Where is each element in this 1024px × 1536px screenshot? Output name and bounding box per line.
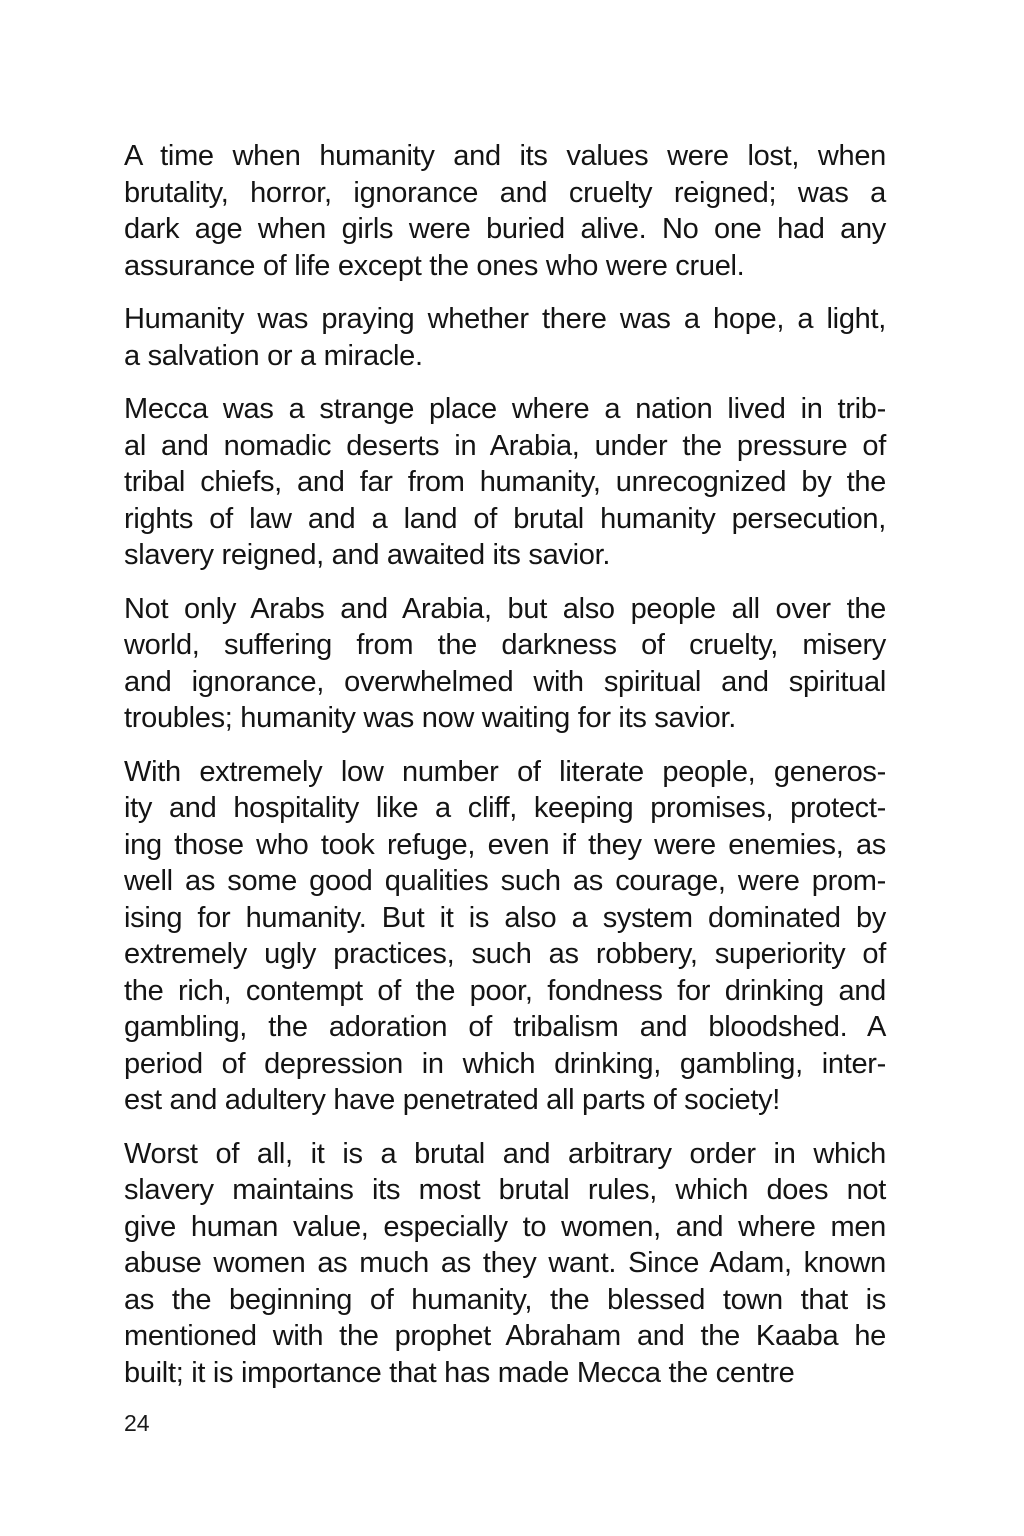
text-line: slavery reigned, and awaited its savior.	[124, 539, 611, 571]
text-line: period of depression in which drinking, gambling, inter-	[124, 1047, 886, 1080]
text-line: A time when humanity and its values were lost, when	[124, 140, 886, 172]
text-line: a salvation or a miracle.	[124, 339, 423, 372]
text-line: troubles; humanity was now waiting for its savior.	[124, 702, 736, 734]
paragraph	[124, 754, 886, 1119]
text-line: Humanity was praying whether there was a hope, a light,	[124, 303, 886, 335]
text-line: brutality, horror, ignorance and cruelty reigned; was a	[124, 176, 886, 209]
paragraph	[124, 1136, 886, 1392]
text-line: and ignorance, overwhelmed with spiritual and spiritual	[124, 665, 886, 698]
paragraph	[124, 591, 886, 737]
text-line: mentioned with the prophet Abraham and the Kaaba he	[124, 1320, 886, 1352]
text-line: Mecca was a strange place where a nation lived in trib-	[124, 393, 886, 425]
text-line: Worst of all, it is a brutal and arbitrary order in which	[124, 1137, 886, 1170]
paragraph	[124, 391, 886, 574]
text-line: extremely ugly practices, such as robbery, superiority of	[124, 938, 886, 970]
text-line: Not only Arabs and Arabia, but also people all over the	[124, 592, 886, 625]
text-line: dark age when girls were buried alive. No one had any	[124, 213, 886, 245]
text-line: ing those who took refuge, even if they were enemies, as	[124, 828, 886, 861]
text-line: the rich, contempt of the poor, fondness for drinking and	[124, 974, 886, 1007]
text-line: assurance of life except the ones who were cruel.	[124, 249, 745, 282]
text-line: With extremely low number of literate people, generos-	[124, 755, 886, 788]
text-line: world, suffering from the darkness of cruelty, misery	[124, 629, 886, 661]
text-line: gambling, the adoration of tribalism and bloodshed. A	[124, 1011, 886, 1043]
text-block	[124, 138, 886, 1438]
text-line: tribal chiefs, and far from humanity, unrecognized by the	[124, 466, 886, 498]
paragraph	[124, 138, 886, 284]
text-line: as the beginning of humanity, the blessed town that is	[124, 1283, 886, 1316]
page-number: 24	[124, 1410, 150, 1436]
text-line: al and nomadic deserts in Arabia, under the pressure of	[124, 429, 886, 462]
text-line: slavery maintains its most brutal rules, which does not	[124, 1174, 886, 1206]
paragraph	[124, 301, 886, 374]
text-line: give human value, especially to women, and where men	[124, 1210, 886, 1243]
text-line: built; it is importance that has made Mecca the centre	[124, 1356, 795, 1389]
text-line: well as some good qualities such as courage, were prom-	[124, 865, 886, 897]
text-line: ity and hospitality like a cliff, keeping promises, protect-	[124, 792, 886, 824]
text-line: est and adultery have penetrated all parts of society!	[124, 1084, 781, 1116]
text-line: ising for humanity. But it is also a system dominated by	[124, 901, 886, 934]
text-line: abuse women as much as they want. Since Adam, known	[124, 1247, 886, 1279]
text-line: rights of law and a land of brutal humanity persecution,	[124, 502, 886, 535]
